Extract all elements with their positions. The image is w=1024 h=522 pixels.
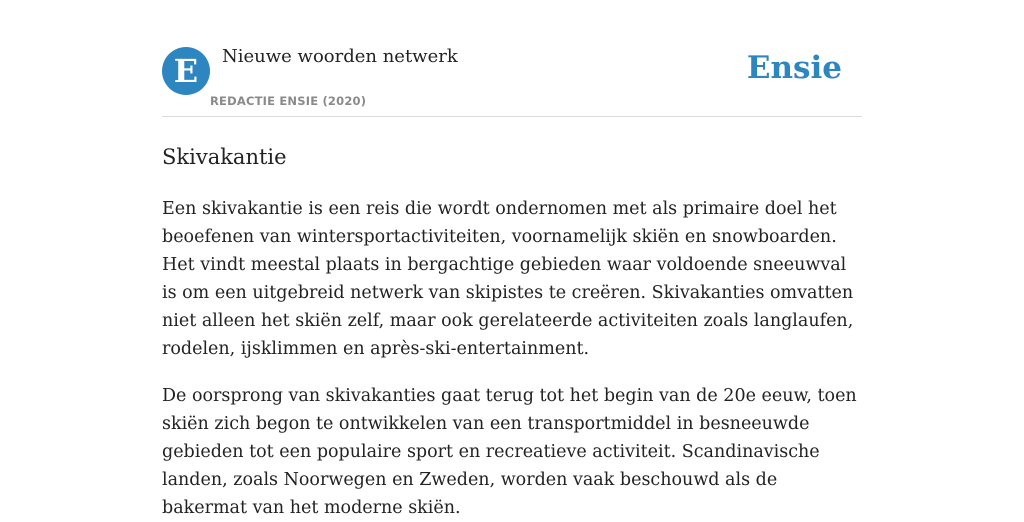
source-author: REDACTIE ENSIE (2020) — [210, 94, 367, 108]
source-header — [162, 0, 862, 117]
brand-logo[interactable]: Ensie — [746, 50, 842, 86]
definition-paragraph: De oorsprong van skivakanties gaat terug tot het begin van de 20e eeuw, toen skiën zich begon te ontwikkelen van een transportmiddel in besneeuwde gebieden tot een populaire sport en recreatieve activiteit. Scandinavische landen, zoals Noorwegen en Zweden, worden vaak beschouwd als de bakermat van het moderne skiën. — [162, 386, 857, 518]
definition-paragraph: Een skivakantie is een reis die wordt ondernomen met als primaire doel het beoefenen van wintersportactiviteiten, voornamelijk skiën en snowboarden. Het vindt meestal plaats in bergachtige gebieden waar voldoende sneeuwval is om een uitgebreid netwerk van skipistes te creëren. Skivakanties omvatten niet alleen het skiën zelf, maar ook gerelateerde activiteiten zoals langlaufen, rodelen, ijsklimmen en après-ski-entertainment. — [162, 199, 854, 359]
source-title[interactable]: Nieuwe woorden netwerk — [222, 46, 458, 67]
term-title: Skivakantie — [162, 145, 287, 169]
article-page — [162, 0, 862, 522]
source-logo[interactable]: E — [162, 47, 210, 95]
